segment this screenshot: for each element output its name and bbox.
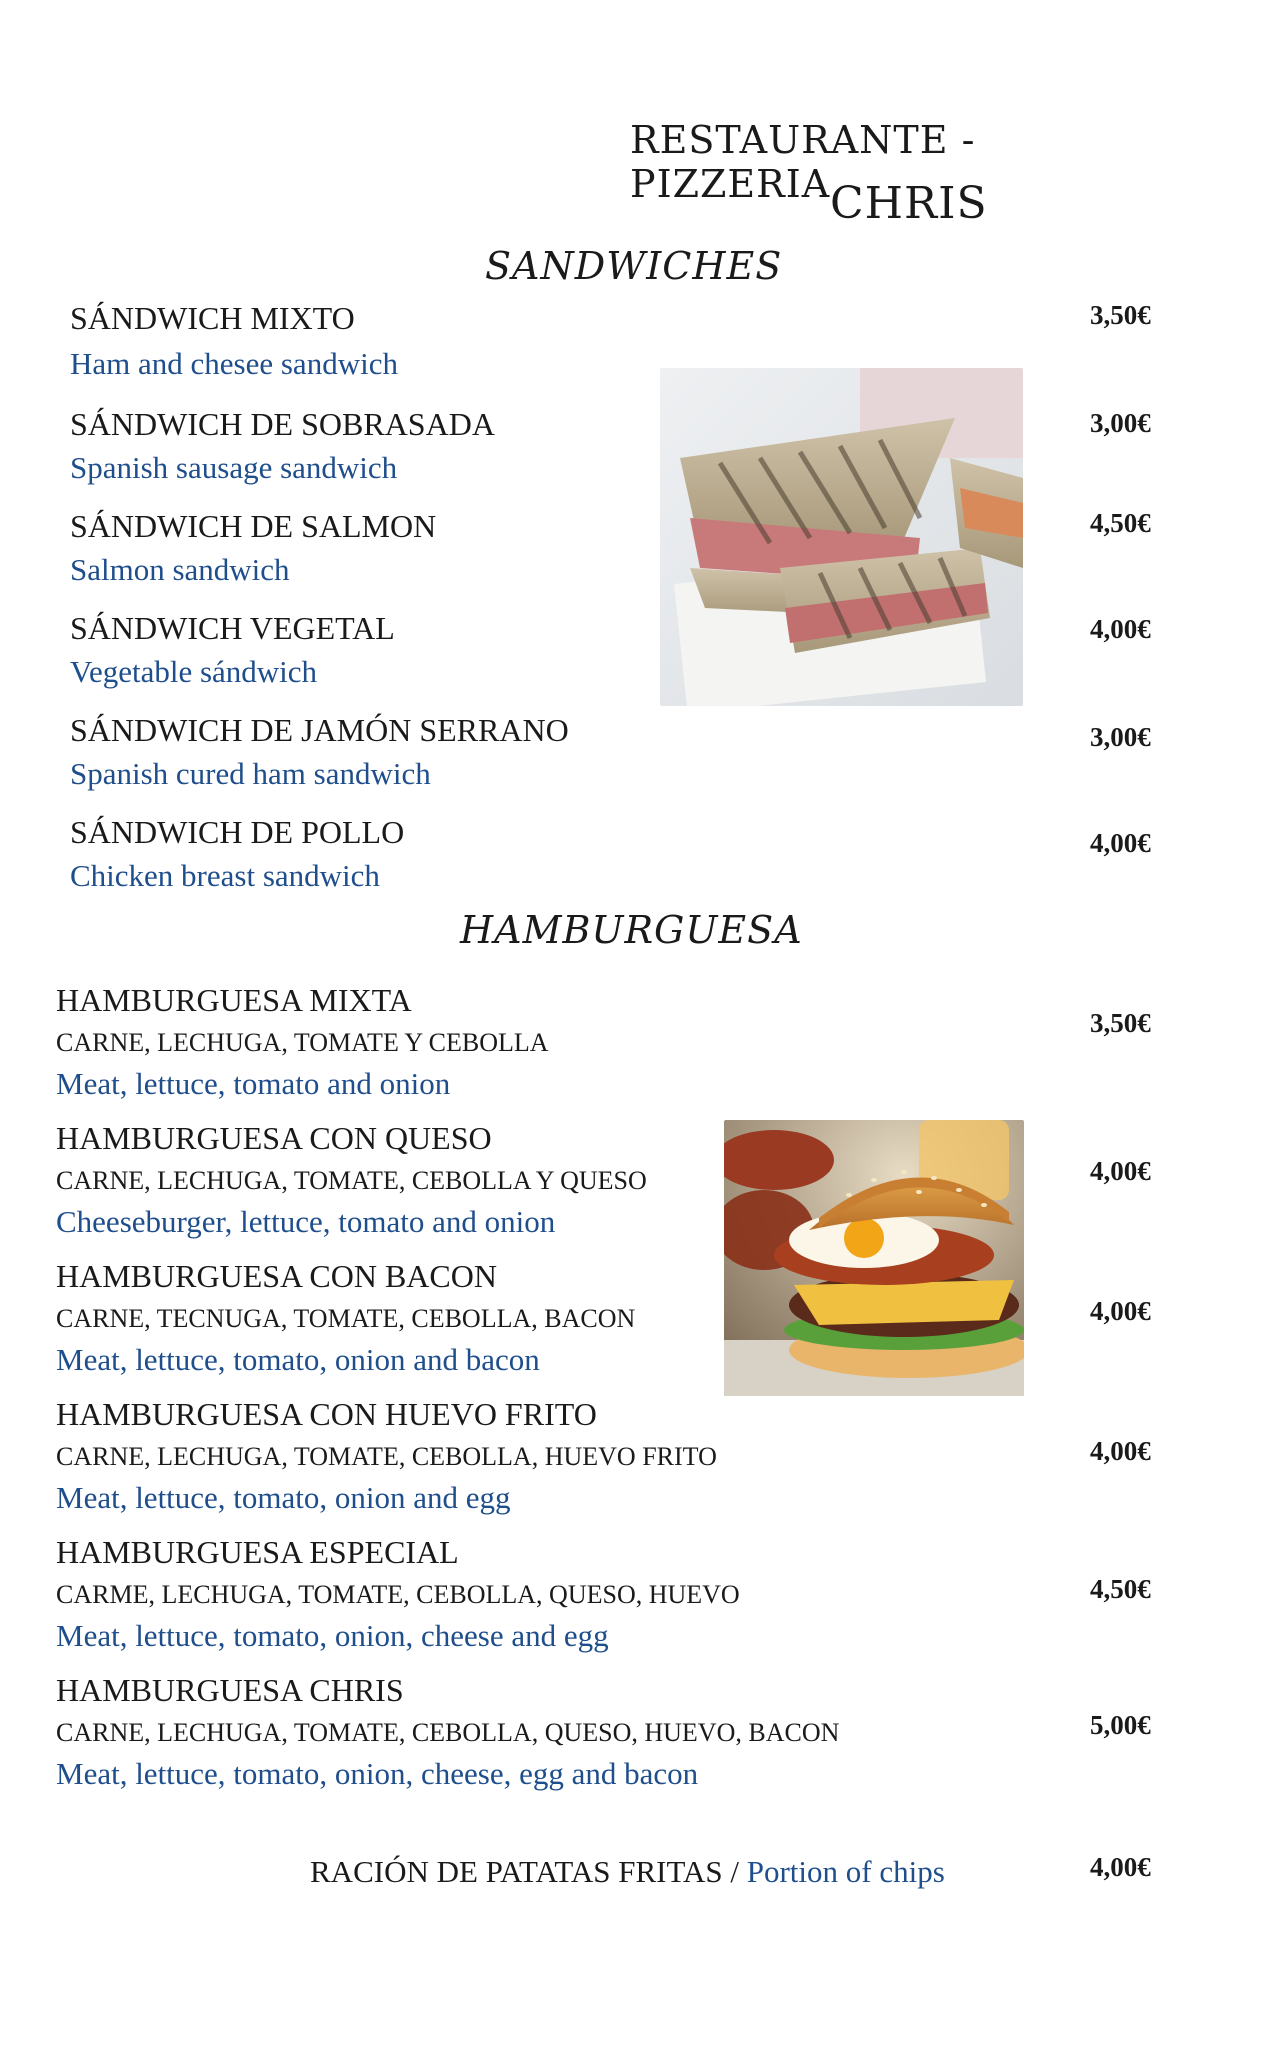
- sandwich-item-english: Spanish cured ham sandwich: [70, 756, 431, 791]
- burger-item-price: 4,00€: [1090, 1156, 1151, 1186]
- sandwich-item-english: Vegetable sándwich: [70, 654, 318, 689]
- restaurant-name-heading: CHRIS: [830, 178, 988, 229]
- sandwich-item-english: Chicken breast sandwich: [70, 858, 380, 893]
- sandwich-item-english: Salmon sandwich: [70, 552, 290, 587]
- sandwich-item-price: 4,00€: [1090, 614, 1151, 644]
- sandwich-item-name: SÁNDWICH DE SOBRASADA: [70, 406, 495, 442]
- burger-item-name: HAMBURGUESA CHRIS: [56, 1672, 404, 1708]
- burger-item-price: 3,50€: [1090, 1008, 1151, 1038]
- burger-item-english: Meat, lettuce, tomato, onion, cheese, egg and bacon: [56, 1756, 699, 1791]
- burger-item-name: HAMBURGUESA MIXTA: [56, 982, 412, 1018]
- burger-item-ingredients: CARNE, LECHUGA, TOMATE, CEBOLLA Y QUESO: [56, 1166, 647, 1195]
- sandwich-item-price: 3,00€: [1090, 722, 1151, 752]
- sandwich-item-english: Ham and chesee sandwich: [70, 346, 398, 381]
- sandwich-item-price: 3,00€: [1090, 408, 1151, 438]
- burger-item-name: HAMBURGUESA CON BACON: [56, 1258, 497, 1294]
- burger-item-ingredients: CARME, LECHUGA, TOMATE, CEBOLLA, QUESO, HUEVO: [56, 1580, 740, 1609]
- burger-item-name: HAMBURGUESA CON QUESO: [56, 1120, 492, 1156]
- burger-item-ingredients: CARNE, LECHUGA, TOMATE, CEBOLLA, HUEVO FRITO: [56, 1442, 717, 1471]
- sandwich-photo: [660, 368, 1023, 706]
- burger-item-name: HAMBURGUESA ESPECIAL: [56, 1534, 459, 1570]
- burger-item-english: Cheeseburger, lettuce, tomato and onion: [56, 1204, 556, 1239]
- sandwich-item-english: Spanish sausage sandwich: [70, 450, 398, 485]
- restaurant-type-heading: RESTAURANTE - PIZZERIA: [630, 118, 976, 206]
- burger-item-ingredients: CARNE, LECHUGA, TOMATE Y CEBOLLA: [56, 1028, 549, 1057]
- chips-separator: /: [722, 1854, 747, 1889]
- burger-item-english: Meat, lettuce, tomato, onion, cheese and egg: [56, 1618, 609, 1653]
- sandwich-item-price: 4,50€: [1090, 508, 1151, 538]
- burger-item-english: Meat, lettuce, tomato, onion and egg: [56, 1480, 511, 1515]
- burger-item-english: Meat, lettuce, tomato and onion: [56, 1066, 451, 1101]
- burger-photo: [724, 1120, 1024, 1396]
- sandwich-item-price: 4,00€: [1090, 828, 1151, 858]
- burger-item-name: HAMBURGUESA CON HUEVO FRITO: [56, 1396, 597, 1432]
- burger-item-price: 4,00€: [1090, 1296, 1151, 1326]
- burger-item-price: 5,00€: [1090, 1710, 1151, 1740]
- burger-item-english: Meat, lettuce, tomato, onion and bacon: [56, 1342, 540, 1377]
- chips-item-name: RACIÓN DE PATATAS FRITAS: [310, 1854, 723, 1889]
- burger-item-ingredients: CARNE, LECHUGA, TOMATE, CEBOLLA, QUESO, HUEVO, BACON: [56, 1718, 840, 1747]
- sandwich-item-name: SÁNDWICH VEGETAL: [70, 610, 395, 646]
- sandwiches-section-title: SANDWICHES: [485, 244, 783, 288]
- sandwich-item-name: SÁNDWICH DE JAMÓN SERRANO: [70, 712, 569, 748]
- burger-item-price: 4,50€: [1090, 1574, 1151, 1604]
- burger-item-ingredients: CARNE, TECNUGA, TOMATE, CEBOLLA, BACON: [56, 1304, 636, 1333]
- chips-item-price: 4,00€: [1090, 1852, 1151, 1882]
- burgers-section-title: HAMBURGUESA: [460, 908, 803, 952]
- burger-item-price: 4,00€: [1090, 1436, 1151, 1466]
- sandwich-item-name: SÁNDWICH MIXTO: [70, 300, 355, 336]
- sandwich-item-name: SÁNDWICH DE SALMON: [70, 508, 437, 544]
- chips-item-english: Portion of chips: [746, 1854, 945, 1889]
- sandwich-item-name: SÁNDWICH DE POLLO: [70, 814, 405, 850]
- chips-item: [310, 1854, 945, 1890]
- sandwich-item-price: 3,50€: [1090, 300, 1151, 330]
